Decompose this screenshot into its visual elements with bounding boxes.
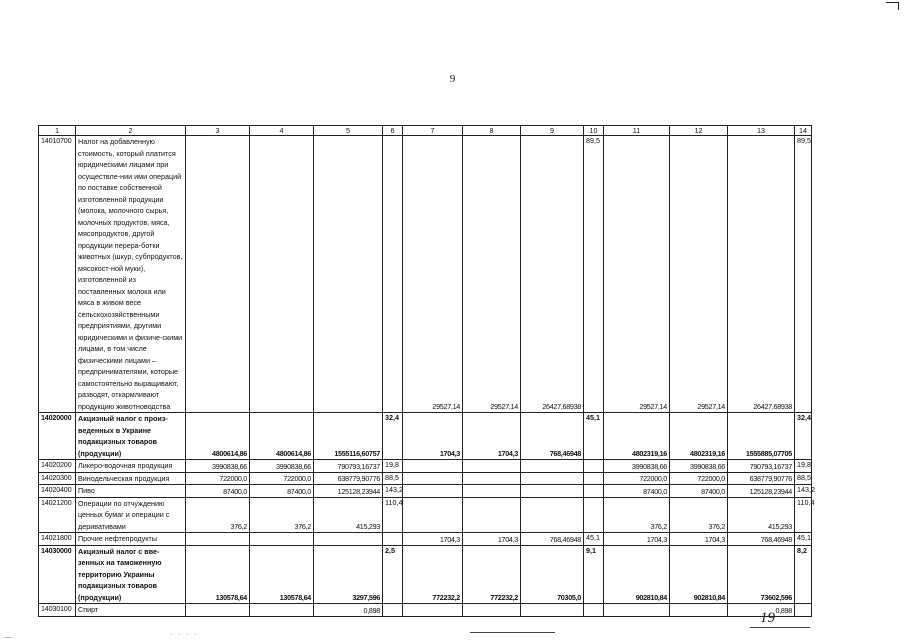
amount-cell: 1704,3 [604, 533, 670, 546]
amount-cell [403, 497, 463, 533]
amount-cell: 26427,68938 [521, 136, 584, 413]
amount-cell: 26427,68938 [728, 136, 795, 413]
percent-cell: 143,2 [795, 485, 812, 498]
amount-cell [521, 485, 584, 498]
signature-line [470, 632, 555, 633]
percent-cell: 110,4 [795, 497, 812, 533]
amount-cell: 722000,0 [670, 472, 728, 485]
table-row [39, 460, 812, 473]
amount-cell: 3297,596 [314, 545, 383, 604]
amount-cell [186, 604, 250, 617]
amount-cell: 1704,3 [463, 413, 521, 460]
header-cell: 4 [250, 126, 314, 136]
amount-cell [186, 533, 250, 546]
percent-cell: 88,5 [795, 472, 812, 485]
row-name: Винодельческая продукция [76, 472, 186, 485]
percent-cell [584, 497, 604, 533]
amount-cell: 790793,16737 [728, 460, 795, 473]
header-cell: 14 [795, 126, 812, 136]
row-name: Акцизный налог с произ-веденных в Украине подакцизных товаров (продукции) [76, 413, 186, 460]
amount-cell [250, 136, 314, 413]
row-name: Прочие нефтепродукты [76, 533, 186, 546]
amount-cell [604, 604, 670, 617]
header-cell: 9 [521, 126, 584, 136]
header-cell: 5 [314, 126, 383, 136]
amount-cell: 638779,90776 [314, 472, 383, 485]
row-code: 14021800 [39, 533, 76, 546]
row-name: Акцизный налог с вве-зенных на таможенную территорию Украины подакцизных товаров (продукции) [76, 545, 186, 604]
amount-cell: 790793,16737 [314, 460, 383, 473]
amount-cell [250, 604, 314, 617]
amount-cell: 1704,3 [403, 413, 463, 460]
amount-cell: 0,898 [728, 604, 795, 617]
percent-cell: 89,5 [584, 136, 604, 413]
amount-cell: 376,2 [670, 497, 728, 533]
amount-cell: 772232,2 [403, 545, 463, 604]
table-row [39, 545, 812, 604]
amount-cell: 87400,0 [186, 485, 250, 498]
amount-cell: 768,46948 [521, 413, 584, 460]
amount-cell: 87400,0 [250, 485, 314, 498]
percent-cell: 88,5 [383, 472, 403, 485]
row-code: 14030100 [39, 604, 76, 617]
amount-cell: 376,2 [604, 497, 670, 533]
amount-cell: 3990838,66 [186, 460, 250, 473]
row-code: 14020300 [39, 472, 76, 485]
table-row [39, 485, 812, 498]
amount-cell: 1704,3 [670, 533, 728, 546]
header-cell: 2 [76, 126, 186, 136]
header-cell: 6 [383, 126, 403, 136]
amount-cell [463, 460, 521, 473]
amount-cell: 772232,2 [463, 545, 521, 604]
amount-cell [521, 604, 584, 617]
amount-cell: 3990838,66 [670, 460, 728, 473]
percent-cell: 8,2 [795, 545, 812, 604]
header-cell: 3 [186, 126, 250, 136]
percent-cell: 9,1 [584, 545, 604, 604]
row-name: Пиво [76, 485, 186, 498]
row-code: 14010700 [39, 136, 76, 413]
percent-cell: 45,1 [584, 533, 604, 546]
amount-cell: 4802319,16 [604, 413, 670, 460]
amount-cell: 0,898 [314, 604, 383, 617]
table-row [39, 413, 812, 460]
amount-cell: 415,293 [314, 497, 383, 533]
amount-cell: 722000,0 [186, 472, 250, 485]
signature-line-right [750, 627, 810, 628]
amount-cell: 376,2 [186, 497, 250, 533]
table-row [39, 533, 812, 546]
percent-cell: 89,5 [795, 136, 812, 413]
amount-cell: 3990838,66 [250, 460, 314, 473]
amount-cell [521, 472, 584, 485]
percent-cell: 19,8 [795, 460, 812, 473]
amount-cell: 29527,14 [463, 136, 521, 413]
budget-table [38, 125, 815, 617]
row-name: Ликеро-водочная продукция [76, 460, 186, 473]
amount-cell: 87400,0 [604, 485, 670, 498]
amount-cell: 130578,64 [186, 545, 250, 604]
header-cell: 11 [604, 126, 670, 136]
amount-cell: 376,2 [250, 497, 314, 533]
amount-cell: 638779,90776 [728, 472, 795, 485]
amount-cell [186, 136, 250, 413]
amount-cell [250, 533, 314, 546]
percent-cell: 110,4 [383, 497, 403, 533]
amount-cell: 722000,0 [604, 472, 670, 485]
signature-mark: 19 [760, 610, 775, 626]
percent-cell [383, 604, 403, 617]
row-name: Налог на добавленную стоимость, который платится юридическими лицами при осуществле-нии ими операций по поставке собственной изготовленной продукции (молока, молочного сырья, молочных продуктов, мяса, мясопродуктов, другой продукции перера-ботки животных (шкур, субпродуктов, мясокост-ной муки), изготовленной из поставленных молока или мяса в живом весе сельскохозяйственными предприятиями, другими юридическими и физиче-скими лицами, в том числе физическими лицами – предпринимателями, которые самостоятельно выращивают, разводят, откармливают продукцию животноводства [76, 136, 186, 413]
amount-cell [403, 604, 463, 617]
header-cell: 1 [39, 126, 76, 136]
percent-cell [584, 604, 604, 617]
table-row [39, 497, 812, 533]
amount-cell: 768,46948 [728, 533, 795, 546]
header-cell: 12 [670, 126, 728, 136]
percent-cell: 19,8 [383, 460, 403, 473]
page-number: 9 [449, 73, 456, 85]
amount-cell: 415,293 [728, 497, 795, 533]
row-name: Операции по отчуждению ценных бумаг и операции с деривативами [76, 497, 186, 533]
amount-cell: 73602,596 [728, 545, 795, 604]
row-code: 14020200 [39, 460, 76, 473]
amount-cell [463, 497, 521, 533]
amount-cell [463, 485, 521, 498]
row-code: 14030000 [39, 545, 76, 604]
percent-cell [795, 604, 812, 617]
percent-cell: 143,2 [383, 485, 403, 498]
row-name: Спирт [76, 604, 186, 617]
row-code: 14021200 [39, 497, 76, 533]
amount-cell: 1704,3 [403, 533, 463, 546]
amount-cell: 29527,14 [670, 136, 728, 413]
percent-cell [383, 533, 403, 546]
header-cell: 13 [728, 126, 795, 136]
table-row [39, 472, 812, 485]
amount-cell [463, 472, 521, 485]
amount-cell: 29527,14 [403, 136, 463, 413]
amount-cell: 125128,23944 [728, 485, 795, 498]
scan-artifact: — [4, 632, 12, 641]
amount-cell: 902810,84 [670, 545, 728, 604]
amount-cell: 125128,23944 [314, 485, 383, 498]
amount-cell [670, 604, 728, 617]
header-cell: 10 [584, 126, 604, 136]
table-row [39, 604, 812, 617]
amount-cell: 902810,84 [604, 545, 670, 604]
amount-cell: 1555885,07705 [728, 413, 795, 460]
row-code: 14020400 [39, 485, 76, 498]
percent-cell: 32,4 [795, 413, 812, 460]
amount-cell: 1555116,60757 [314, 413, 383, 460]
amount-cell [314, 533, 383, 546]
header-row [39, 126, 812, 136]
amount-cell: 4800614,86 [250, 413, 314, 460]
scan-artifact-dots: · · · · [170, 631, 199, 639]
header-cell: 7 [403, 126, 463, 136]
percent-cell: 45,1 [584, 413, 604, 460]
amount-cell: 722000,0 [250, 472, 314, 485]
percent-cell [584, 472, 604, 485]
amount-cell [403, 472, 463, 485]
percent-cell [383, 136, 403, 413]
amount-cell: 29527,14 [604, 136, 670, 413]
amount-cell: 87400,0 [670, 485, 728, 498]
percent-cell [584, 485, 604, 498]
amount-cell [314, 136, 383, 413]
amount-cell [403, 460, 463, 473]
amount-cell: 130578,64 [250, 545, 314, 604]
table-row [39, 136, 812, 413]
header-cell: 8 [463, 126, 521, 136]
amount-cell [403, 485, 463, 498]
percent-cell: 45,1 [795, 533, 812, 546]
amount-cell: 4802319,16 [670, 413, 728, 460]
amount-cell: 768,46948 [521, 533, 584, 546]
amount-cell: 3990838,66 [604, 460, 670, 473]
percent-cell [584, 460, 604, 473]
percent-cell: 2,5 [383, 545, 403, 604]
corner-mark [886, 2, 899, 10]
amount-cell [521, 460, 584, 473]
amount-cell [521, 497, 584, 533]
amount-cell [463, 604, 521, 617]
row-code: 14020000 [39, 413, 76, 460]
amount-cell: 1704,3 [463, 533, 521, 546]
percent-cell: 32,4 [383, 413, 403, 460]
amount-cell: 4800614,86 [186, 413, 250, 460]
amount-cell: 70305,0 [521, 545, 584, 604]
